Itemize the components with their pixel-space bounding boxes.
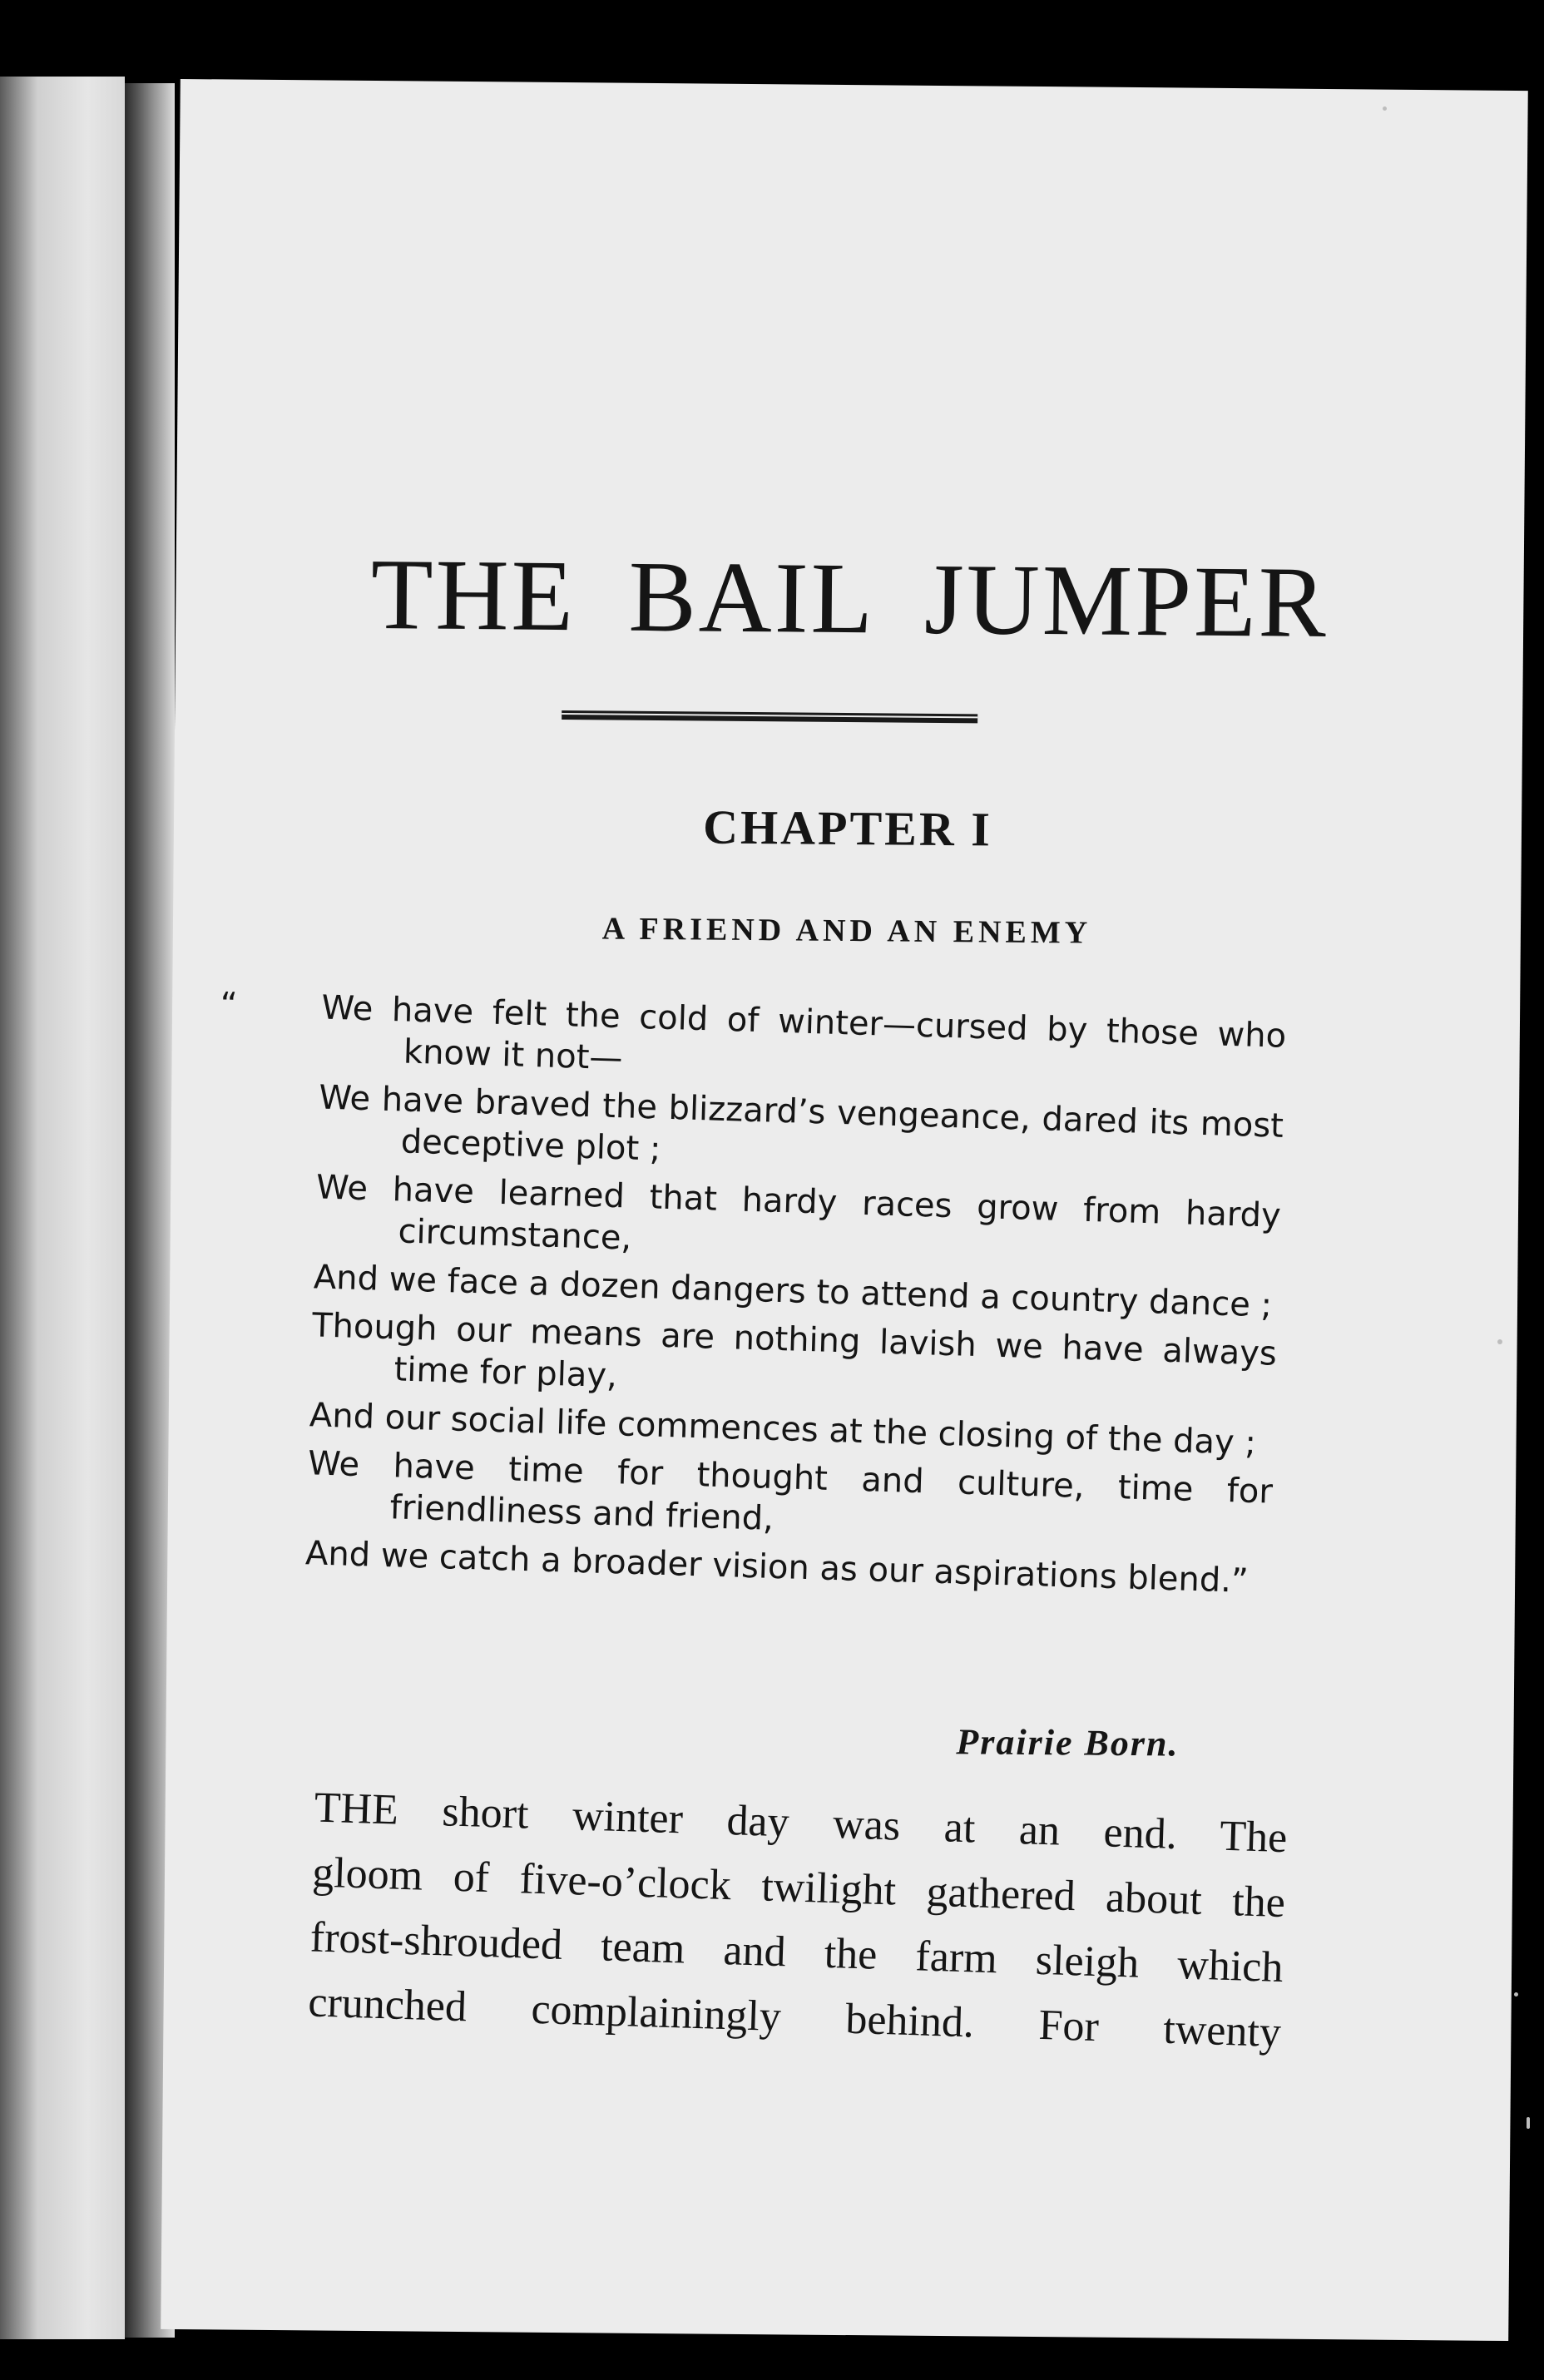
epigraph-poem [219,985,1287,1610]
body-line: crunched complainingly behind. For twenty [307,1978,1282,2057]
dust-speck [1514,1992,1518,1997]
epigraph-line: And our social life commences at the closing of the day ; [309,1396,1257,1463]
body-line: frost-shrouded team and the farm sleigh which [309,1913,1284,1992]
epigraph-line: And we face a dozen dangers to attend a country dance ; [313,1258,1273,1325]
epigraph-line: “ We have felt the cold of winter—cursed by those who know it not— [219,985,1287,1078]
epigraph-line: Though our means are nothing lavish we have always time for play, [311,1306,1278,1396]
book-page [161,79,1528,2341]
chapter-title: A FRIEND AND AN ENEMY [601,911,1092,951]
body-line: gloom of five-o’clock twilight gathered about the [311,1848,1286,1927]
dust-speck [1383,106,1387,111]
body-line: THE short winter day was at an end. The [313,1784,1289,1863]
title-rule [562,710,977,723]
body-text [307,1775,1288,2066]
epigraph-line: We have learned that hardy races grow from hardy circumstance, [315,1168,1282,1258]
epigraph-open-quote: “ [219,985,239,1025]
dust-speck [1527,2117,1530,2129]
epigraph-attribution: Prairie Born. [956,1721,1180,1764]
chapter-heading: CHAPTER I [702,799,993,857]
previous-page-edge [0,77,125,2339]
epigraph-line: And we catch a broader vision as our aspirations blend.” [304,1534,1250,1601]
epigraph-line: We have time for thought and culture, time for friendliness and friend, [307,1444,1274,1538]
book-title: THE BAIL JUMPER [370,538,1329,660]
epigraph-line: We have braved the blizzard’s vengeance, dared its most deceptive plot ; [318,1078,1284,1169]
dust-speck [1497,1339,1502,1344]
